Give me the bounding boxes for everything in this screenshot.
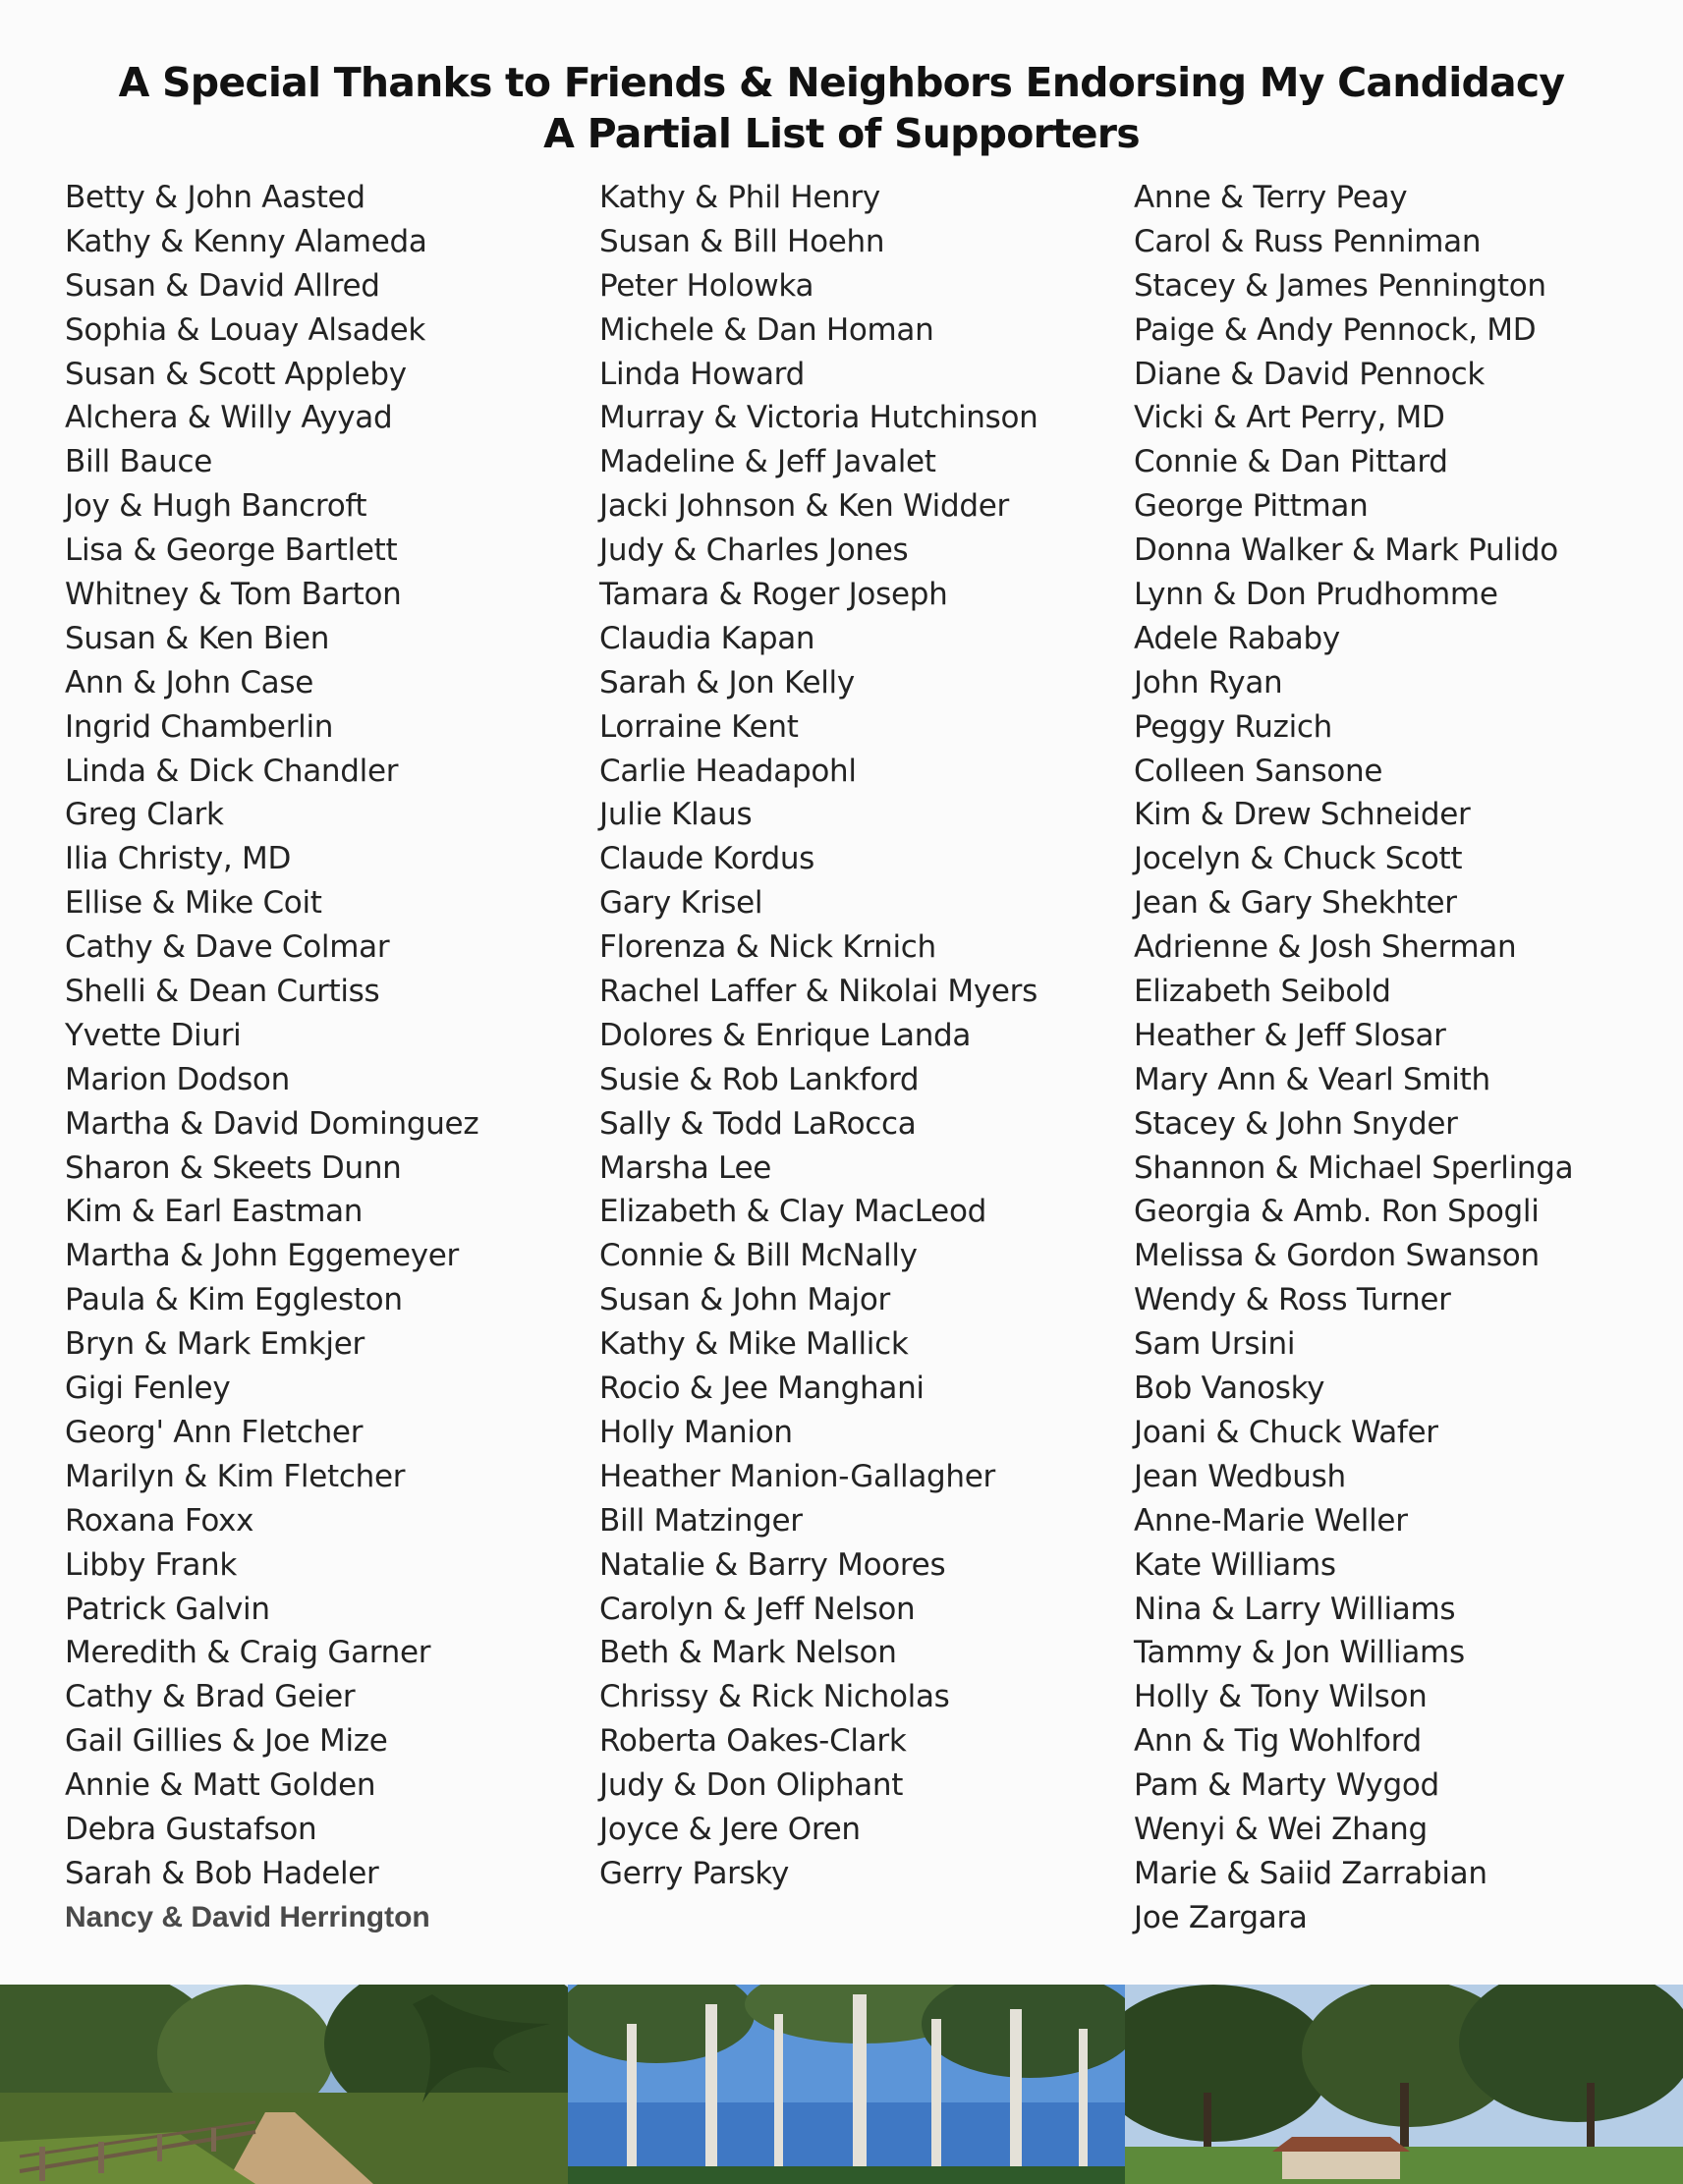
- supporter-name: Natalie & Barry Moores: [599, 1546, 946, 1583]
- supporter-name: Claudia Kapan: [599, 620, 815, 656]
- supporter-name: Meredith & Craig Garner: [65, 1635, 431, 1671]
- supporter-name: Kate Williams: [1134, 1546, 1336, 1583]
- supporter-name: Wendy & Ross Turner: [1134, 1282, 1451, 1318]
- supporter-name: Carolyn & Jeff Nelson: [599, 1591, 916, 1627]
- supporter-name: Peter Holowka: [599, 267, 814, 304]
- supporter-name: Vicki & Art Perry, MD: [1134, 400, 1445, 436]
- supporter-name: Mary Ann & Vearl Smith: [1134, 1061, 1490, 1097]
- supporter-name: Ingrid Chamberlin: [65, 708, 334, 745]
- supporter-name: Dolores & Enrique Landa: [599, 1017, 972, 1053]
- supporter-name: Kathy & Mike Mallick: [599, 1326, 909, 1363]
- supporter-name: Judy & Don Oliphant: [599, 1767, 904, 1804]
- supporter-name: Shannon & Michael Sperlinga: [1134, 1149, 1574, 1186]
- supporter-name: Connie & Dan Pittard: [1134, 444, 1448, 480]
- supporter-name: Sophia & Louay Alsadek: [65, 311, 426, 348]
- park-photo: [1125, 1985, 1683, 2184]
- supporter-name: Colleen Sansone: [1134, 753, 1383, 789]
- supporter-name: Heather & Jeff Slosar: [1134, 1017, 1446, 1053]
- supporter-name: Carol & Russ Penniman: [1134, 223, 1482, 259]
- supporter-name: Rachel Laffer & Nikolai Myers: [599, 974, 1038, 1010]
- supporter-name: Georg' Ann Fletcher: [65, 1414, 364, 1450]
- supporter-name: Ellise & Mike Coit: [65, 885, 322, 922]
- supporter-name: Gerry Parsky: [599, 1855, 790, 1891]
- supporter-name: Holly Manion: [599, 1414, 793, 1450]
- supporter-name: Marie & Saiid Zarrabian: [1134, 1855, 1487, 1891]
- supporter-name: Peggy Ruzich: [1134, 708, 1332, 745]
- supporters-column-1: [65, 176, 595, 1940]
- supporter-name: Susie & Rob Lankford: [599, 1061, 920, 1097]
- supporter-name: Murray & Victoria Hutchinson: [599, 400, 1038, 436]
- supporter-name: Joe Zargara: [1134, 1899, 1308, 1935]
- supporter-name: Sarah & Bob Hadeler: [65, 1855, 379, 1891]
- supporter-name: Wenyi & Wei Zhang: [1134, 1811, 1428, 1847]
- supporter-name: Lisa & George Bartlett: [65, 532, 398, 569]
- supporter-name: Martha & David Dominguez: [65, 1105, 479, 1142]
- supporter-name: Cathy & Dave Colmar: [65, 929, 390, 966]
- supporter-name: Annie & Matt Golden: [65, 1767, 376, 1804]
- supporter-name: Kathy & Phil Henry: [599, 180, 880, 215]
- supporter-name: Bryn & Mark Emkjer: [65, 1326, 365, 1363]
- supporter-name: Tammy & Jon Williams: [1134, 1635, 1465, 1671]
- supporter-name: Tamara & Roger Joseph: [599, 577, 948, 613]
- supporter-name: Kim & Earl Eastman: [65, 1194, 364, 1230]
- supporter-name: Libby Frank: [65, 1546, 238, 1583]
- supporter-name: Susan & Bill Hoehn: [599, 223, 885, 259]
- supporter-name: Carlie Headapohl: [599, 753, 857, 789]
- supporter-name: Adele Rababy: [1134, 620, 1340, 656]
- supporter-name: Sarah & Jon Kelly: [599, 664, 855, 700]
- supporter-name: Marilyn & Kim Fletcher: [65, 1458, 406, 1494]
- supporter-name: Joy & Hugh Bancroft: [65, 488, 367, 525]
- supporter-name: Patrick Galvin: [65, 1591, 270, 1627]
- supporter-name: Roberta Oakes-Clark: [599, 1723, 907, 1760]
- supporter-name: Lynn & Don Prudhomme: [1134, 577, 1498, 613]
- supporter-name: Susan & John Major: [599, 1282, 890, 1318]
- supporter-name: Lorraine Kent: [599, 708, 799, 745]
- supporter-name: Connie & Bill McNally: [599, 1238, 918, 1274]
- supporter-name: Cathy & Brad Geier: [65, 1679, 356, 1715]
- supporter-name: John Ryan: [1134, 664, 1283, 700]
- supporter-name: Michele & Dan Homan: [599, 311, 934, 348]
- supporter-name: Linda & Dick Chandler: [65, 753, 399, 789]
- supporters-list: [0, 176, 1683, 1944]
- supporter-name: Rocio & Jee Manghani: [599, 1371, 925, 1407]
- supporter-name: Betty & John Aasted: [65, 180, 365, 215]
- supporter-name: Joani & Chuck Wafer: [1134, 1414, 1438, 1450]
- supporter-name: Sam Ursini: [1134, 1326, 1296, 1363]
- supporter-name: Adrienne & Josh Sherman: [1134, 929, 1517, 966]
- supporter-name: George Pittman: [1134, 488, 1369, 525]
- supporter-name: Diane & David Pennock: [1134, 356, 1486, 392]
- supporter-name: Chrissy & Rick Nicholas: [599, 1679, 950, 1715]
- supporter-name: Jean & Gary Shekhter: [1134, 885, 1457, 922]
- supporter-name: Heather Manion-Gallagher: [599, 1458, 995, 1494]
- supporter-name: Ann & Tig Wohlford: [1134, 1723, 1422, 1760]
- page-header: [0, 57, 1683, 159]
- photo-strip: [0, 1985, 1683, 2184]
- supporter-name: Jacki Johnson & Ken Widder: [599, 488, 1009, 525]
- supporter-name: Sally & Todd LaRocca: [599, 1105, 917, 1142]
- supporter-name: Roxana Foxx: [65, 1502, 254, 1539]
- supporter-name: Sharon & Skeets Dunn: [65, 1149, 402, 1186]
- supporter-name: Holly & Tony Wilson: [1134, 1679, 1428, 1715]
- supporter-name: Marsha Lee: [599, 1149, 772, 1186]
- supporter-name: Martha & John Eggemeyer: [65, 1238, 459, 1274]
- supporter-name: Gigi Fenley: [65, 1371, 231, 1407]
- supporters-column-3: [1134, 176, 1664, 1940]
- supporter-name: Nancy & David Herrington: [65, 1900, 430, 1933]
- supporters-column-2: [599, 176, 1130, 1896]
- trail-photo: [0, 1985, 568, 2184]
- supporter-name: Julie Klaus: [599, 797, 753, 833]
- supporter-name: Greg Clark: [65, 797, 224, 833]
- supporter-name: Whitney & Tom Barton: [65, 577, 402, 613]
- supporter-name: Paige & Andy Pennock, MD: [1134, 311, 1537, 348]
- supporter-name: Shelli & Dean Curtiss: [65, 974, 380, 1010]
- supporter-name: Susan & Scott Appleby: [65, 356, 407, 392]
- supporter-name: Stacey & James Pennington: [1134, 267, 1546, 304]
- supporter-name: Gail Gillies & Joe Mize: [65, 1723, 388, 1760]
- supporter-name: Bob Vanosky: [1134, 1371, 1325, 1407]
- supporter-name: Kim & Drew Schneider: [1134, 797, 1471, 833]
- supporter-name: Elizabeth & Clay MacLeod: [599, 1194, 986, 1230]
- supporter-name: Beth & Mark Nelson: [599, 1635, 897, 1671]
- page-subtitle: A Partial List of Supporters: [543, 110, 1140, 157]
- supporter-name: Kathy & Kenny Alameda: [65, 223, 427, 259]
- supporter-name: Linda Howard: [599, 356, 805, 392]
- supporter-name: Alchera & Willy Ayyad: [65, 400, 393, 436]
- supporter-name: Melissa & Gordon Swanson: [1134, 1238, 1540, 1274]
- supporter-name: Gary Krisel: [599, 885, 763, 922]
- supporter-name: Nina & Larry Williams: [1134, 1591, 1456, 1627]
- supporter-name: Paula & Kim Eggleston: [65, 1282, 403, 1318]
- supporter-name: Yvette Diuri: [65, 1017, 242, 1053]
- supporter-name: Bill Matzinger: [599, 1502, 803, 1539]
- supporter-name: Susan & Ken Bien: [65, 620, 330, 656]
- supporter-name: Stacey & John Snyder: [1134, 1105, 1458, 1142]
- supporter-name: Georgia & Amb. Ron Spogli: [1134, 1194, 1540, 1230]
- supporter-name: Florenza & Nick Krnich: [599, 929, 936, 966]
- supporter-name: Marion Dodson: [65, 1061, 290, 1097]
- supporter-name: Judy & Charles Jones: [599, 532, 909, 569]
- supporter-name: Bill Bauce: [65, 444, 212, 480]
- eucalyptus-photo: [568, 1985, 1125, 2184]
- supporter-name: Anne-Marie Weller: [1134, 1502, 1408, 1539]
- supporter-name: Pam & Marty Wygod: [1134, 1767, 1439, 1804]
- supporter-name: Jocelyn & Chuck Scott: [1134, 841, 1463, 877]
- supporter-name: Joyce & Jere Oren: [599, 1811, 861, 1847]
- supporter-name: Debra Gustafson: [65, 1811, 317, 1847]
- supporter-name: Claude Kordus: [599, 841, 815, 877]
- supporter-name: Susan & David Allred: [65, 267, 380, 304]
- page-title: A Special Thanks to Friends & Neighbors Endorsing My Candidacy: [118, 59, 1565, 106]
- supporter-name: Donna Walker & Mark Pulido: [1134, 532, 1558, 569]
- supporter-name: Elizabeth Seibold: [1134, 974, 1391, 1010]
- supporter-name: Jean Wedbush: [1134, 1458, 1346, 1494]
- supporter-name: Ilia Christy, MD: [65, 841, 292, 877]
- supporter-name: Ann & John Case: [65, 664, 314, 700]
- supporter-name: Anne & Terry Peay: [1134, 180, 1408, 215]
- supporter-name: Madeline & Jeff Javalet: [599, 444, 936, 480]
